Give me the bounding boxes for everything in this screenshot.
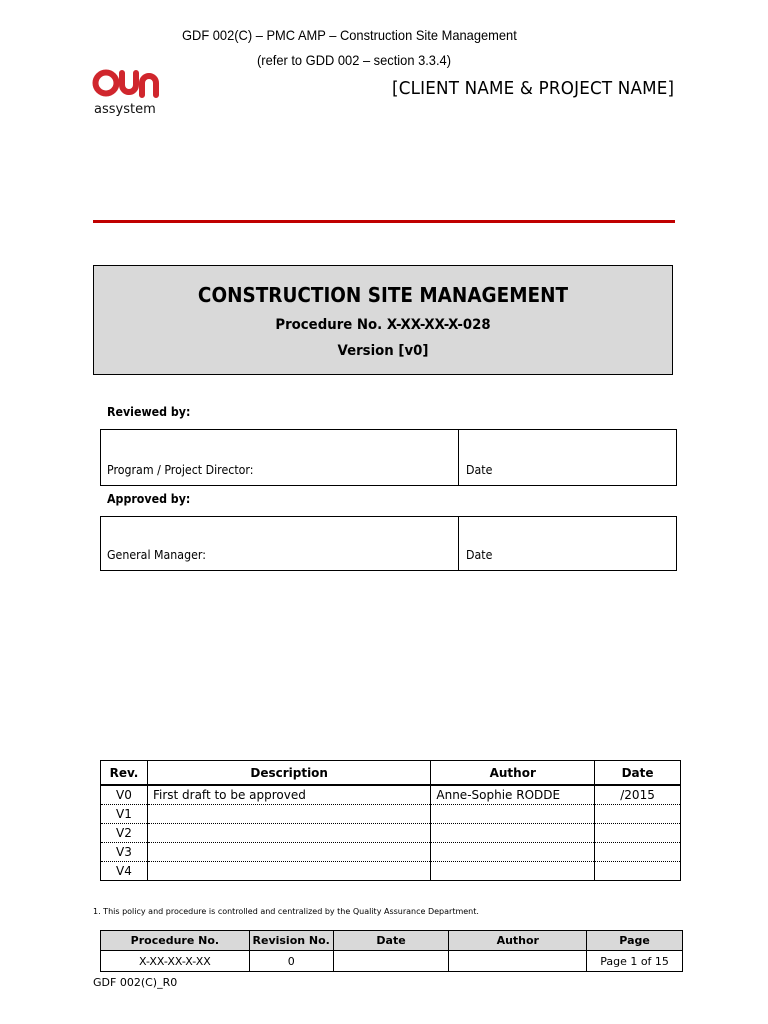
assystem-logo	[92, 64, 172, 120]
description-cell: First draft to be approved	[147, 785, 430, 805]
date-cell: /2015	[595, 785, 681, 805]
table-row	[101, 785, 681, 805]
description-cell	[147, 805, 430, 824]
description-cell	[147, 824, 430, 843]
table-row	[101, 805, 681, 824]
table-row	[101, 862, 681, 881]
approval-role-label: General Manager:	[107, 548, 206, 562]
column-header-author: Author	[431, 761, 595, 786]
footer-value-row	[101, 951, 683, 972]
author-cell	[431, 805, 595, 824]
reviewed-by-label: Reviewed by:	[107, 405, 191, 419]
column-header-rev: Rev.	[101, 761, 148, 786]
footer-header-author: Author	[449, 931, 587, 951]
footer-header-date: Date	[333, 931, 449, 951]
footer-info-table	[100, 930, 683, 972]
form-code: GDF 002(C)_R0	[93, 976, 178, 989]
rev-cell: V4	[101, 862, 148, 881]
table-row	[101, 824, 681, 843]
document-header-reference: (refer to GDD 002 – section 3.3.4)	[257, 52, 452, 68]
footer-date	[333, 951, 449, 972]
footer-author	[449, 951, 587, 972]
date-cell	[595, 843, 681, 862]
footer-header-procedure: Procedure No.	[101, 931, 250, 951]
column-header-date: Date	[595, 761, 681, 786]
table-row	[101, 843, 681, 862]
author-cell	[431, 843, 595, 862]
review-signature-box[interactable]	[100, 429, 677, 486]
rev-cell: V1	[101, 805, 148, 824]
revision-header-row	[101, 761, 681, 786]
version-label: Version [v0]	[337, 343, 429, 359]
footer-header-revision: Revision No.	[249, 931, 333, 951]
approval-box-divider	[458, 517, 459, 570]
review-box-divider	[458, 430, 459, 485]
footer-header-row	[101, 931, 683, 951]
document-header-title: GDF 002(C) – PMC AMP – Construction Site Management	[182, 27, 517, 43]
header-divider	[93, 220, 675, 223]
review-role-label: Program / Project Director:	[107, 463, 254, 477]
rev-cell: V0	[101, 785, 148, 805]
column-header-description: Description	[147, 761, 430, 786]
description-cell	[147, 843, 430, 862]
footer-header-page: Page	[587, 931, 683, 951]
approval-signature-box[interactable]	[100, 516, 677, 571]
client-project-name: [CLIENT NAME & PROJECT NAME]	[392, 78, 675, 99]
footer-page-number: Page 1 of 15	[587, 951, 683, 972]
date-cell	[595, 805, 681, 824]
date-cell	[595, 862, 681, 881]
footer-revision-number: 0	[249, 951, 333, 972]
date-cell	[595, 824, 681, 843]
review-date-label: Date	[466, 463, 493, 477]
author-cell	[431, 862, 595, 881]
revision-history-table	[100, 760, 681, 881]
approved-by-label: Approved by:	[107, 492, 191, 506]
logo-wordmark: assystem	[94, 102, 156, 117]
document-title: CONSTRUCTION SITE MANAGEMENT	[197, 283, 569, 307]
footnote: 1. This policy and procedure is controlled and centralized by the Quality Assurance Department.	[93, 907, 479, 916]
title-block	[93, 265, 673, 375]
footer-procedure-number: X-XX-XX-X-XX	[101, 951, 250, 972]
procedure-number: Procedure No. X-XX-XX-X-028	[275, 317, 491, 333]
rev-cell: V3	[101, 843, 148, 862]
author-cell	[431, 824, 595, 843]
author-cell: Anne-Sophie RODDE	[431, 785, 595, 805]
approval-date-label: Date	[466, 548, 493, 562]
description-cell	[147, 862, 430, 881]
rev-cell: V2	[101, 824, 148, 843]
